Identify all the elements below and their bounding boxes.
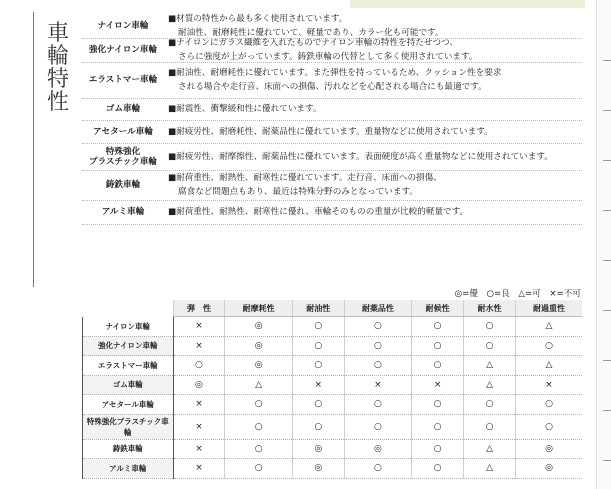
feature-label <box>82 21 164 31</box>
rating-cell: ○ <box>292 317 344 337</box>
rating-cell: ○ <box>344 356 411 376</box>
rating-cell: △ <box>464 375 516 395</box>
row-label: 特殊強化プラスチック車輪 <box>83 414 174 439</box>
rating-cell: ◎ <box>225 336 292 356</box>
edge-tick <box>603 60 611 61</box>
rating-cell: ○ <box>292 414 344 439</box>
rating-cell: × <box>173 395 225 415</box>
header-corner <box>83 300 174 317</box>
table-row <box>83 375 583 395</box>
rating-cell: ○ <box>344 317 411 337</box>
rating-cell: × <box>516 375 582 395</box>
feature-description <box>168 102 582 116</box>
table-row <box>83 336 583 356</box>
rating-cell: △ <box>464 356 516 376</box>
rating-cell: ◎ <box>516 459 582 479</box>
feature-label-line: エラストマー車輪 <box>88 75 158 85</box>
edge-tick <box>603 310 611 311</box>
feature-label <box>82 104 164 114</box>
rating-cell: ○ <box>464 317 516 337</box>
header-water: 耐水性 <box>464 300 516 317</box>
row-label: ゴム車輪 <box>83 375 174 395</box>
feature-description <box>168 150 582 164</box>
feature-description-line: ■耐疲労性、耐摩擦性、耐薬品性に優れています。表面硬度が高く重量物などに使用されています。 <box>168 151 553 162</box>
header-weather: 耐候性 <box>412 300 464 317</box>
rating-cell: ○ <box>412 439 464 459</box>
table-header-row <box>83 300 583 317</box>
feature-row <box>82 170 582 201</box>
edge-tick <box>603 460 611 461</box>
table-row <box>83 459 583 479</box>
header-chemical: 耐薬品性 <box>344 300 411 317</box>
rating-cell: × <box>173 336 225 356</box>
feature-description-line: さらに強度が上がっています。鋳鉄車輪の代替として多く使用されています。 <box>178 52 478 62</box>
rating-cell: ○ <box>292 336 344 356</box>
header-oil: 耐油性 <box>292 300 344 317</box>
feature-description <box>168 36 582 64</box>
rating-cell: ◎ <box>225 356 292 376</box>
rating-cell: ○ <box>225 459 292 479</box>
rating-cell: ○ <box>464 395 516 415</box>
row-label: ナイロン車輪 <box>83 317 174 337</box>
feature-label-line: ゴム車輪 <box>105 104 141 114</box>
feature-description-line: ■耐疲労性、耐磨耗性、耐薬品性に優れています。重量物などに使用されています。 <box>168 126 493 137</box>
feature-row <box>82 38 582 63</box>
rating-cell: ◎ <box>516 439 582 459</box>
feature-label-line: ナイロン車輪 <box>97 21 149 31</box>
feature-label-line: アルミ車輪 <box>101 207 145 217</box>
rating-cell: ○ <box>412 459 464 479</box>
feature-row <box>82 120 582 144</box>
rating-cell: × <box>344 375 411 395</box>
feature-label-line: 特殊強化 <box>105 146 141 157</box>
section-title: 車 輪 特 性 <box>46 21 69 115</box>
rating-cell: ○ <box>464 336 516 356</box>
rating-cell: ○ <box>412 395 464 415</box>
feature-row <box>82 200 582 225</box>
rating-cell: × <box>173 414 225 439</box>
edge-tick <box>603 260 611 261</box>
rating-cell: ○ <box>412 356 464 376</box>
rating-cell: △ <box>516 356 582 376</box>
rating-cell: × <box>412 375 464 395</box>
row-label: エラストマー車輪 <box>83 356 174 376</box>
edge-tick <box>603 160 611 161</box>
rating-cell: × <box>292 375 344 395</box>
feature-label <box>82 75 164 85</box>
feature-row <box>82 98 582 121</box>
rating-cell: ◎ <box>225 317 292 337</box>
rating-cell: × <box>173 459 225 479</box>
feature-label-line: 強化ナイロン車輪 <box>88 45 158 55</box>
table-row <box>83 317 583 337</box>
rating-cell: ○ <box>344 395 411 415</box>
rating-cell: × <box>173 317 225 337</box>
page-edge-strip <box>596 0 611 489</box>
rating-cell: ○ <box>292 395 344 415</box>
header-overload: 耐過重性 <box>516 300 582 317</box>
feature-description <box>168 171 582 199</box>
rating-cell: ◎ <box>344 439 411 459</box>
edge-tick <box>603 410 611 411</box>
feature-label-line: 鋳鉄車輪 <box>105 180 141 190</box>
header-abrasion: 耐摩耗性 <box>225 300 292 317</box>
feature-description-line: される場合や走行音、床面への損傷、汚れなどを心配される場合にも最適です。 <box>178 82 487 92</box>
table-row <box>83 414 583 439</box>
rating-cell: △ <box>225 375 292 395</box>
table-row <box>83 439 583 459</box>
edge-tick <box>603 360 611 361</box>
rating-legend: ◎=優 ○=良 △=可 ×=不可 <box>454 289 581 299</box>
feature-row <box>82 143 582 171</box>
rating-cell: ○ <box>292 356 344 376</box>
rating-cell: ○ <box>225 414 292 439</box>
feature-label-line: アセタール車輪 <box>93 126 153 137</box>
feature-description-line: 腐食など問題点もあり、最近は特殊分野のみとなっています。 <box>178 187 418 197</box>
feature-label <box>82 207 164 217</box>
rating-cell: ○ <box>344 414 411 439</box>
top-accent-band <box>350 0 585 8</box>
feature-row <box>82 62 582 99</box>
feature-label <box>82 180 164 190</box>
edge-tick <box>603 110 611 111</box>
row-label: アセタール車輪 <box>83 395 174 415</box>
feature-description-line: ■耐荷重性、耐熱性、耐寒性に優れています。走行音、床面への損傷、 <box>168 173 442 183</box>
table-row <box>83 395 583 415</box>
table-row <box>83 356 583 376</box>
rating-cell: ○ <box>412 414 464 439</box>
feature-label <box>82 127 164 137</box>
rating-cell: ○ <box>344 336 411 356</box>
rating-cell: ○ <box>412 336 464 356</box>
rating-cell: ○ <box>225 439 292 459</box>
feature-label-line: プラスチック車輪 <box>88 156 158 167</box>
feature-label <box>82 45 164 55</box>
rating-cell: ◎ <box>173 375 225 395</box>
rating-cell: ○ <box>225 395 292 415</box>
feature-description-line: ■耐震性、衝撃緩和性に優れています。 <box>168 104 322 114</box>
feature-description-line: ■材質の特性から最も多く使用されています。 <box>168 14 348 24</box>
comparison-table <box>82 300 582 479</box>
feature-description <box>168 205 582 219</box>
rating-cell: ○ <box>173 356 225 376</box>
title-divider-line <box>33 12 34 287</box>
row-label: 強化ナイロン車輪 <box>83 336 174 356</box>
row-label: 鋳鉄車輪 <box>83 439 174 459</box>
header-elasticity: 弾 性 <box>173 300 225 317</box>
edge-tick <box>603 210 611 211</box>
feature-label <box>82 147 164 167</box>
rating-cell: ◎ <box>292 439 344 459</box>
rating-cell: ◎ <box>292 459 344 479</box>
rating-cell: ○ <box>516 395 582 415</box>
feature-description-line: ■耐荷重性、耐熱性、耐寒性に優れ、車輪そのものの重量が比較的軽量です。 <box>168 207 469 217</box>
row-label: アルミ車輪 <box>83 459 174 479</box>
rating-cell: △ <box>464 439 516 459</box>
feature-description-line: 耐油性、耐磨耗性に優れていて、軽量であり、カラー化も可能です。 <box>178 28 444 38</box>
rating-cell: ○ <box>412 317 464 337</box>
rating-cell: ○ <box>516 336 582 356</box>
rating-cell: ○ <box>344 459 411 479</box>
feature-description <box>168 125 582 139</box>
feature-description <box>168 66 582 94</box>
rating-cell: ○ <box>464 414 516 439</box>
feature-description-line: ■ナイロンにガラス繊維を入れたものでナイロン車輪の特性を持たせつつ、 <box>168 38 458 48</box>
rating-cell: △ <box>516 317 582 337</box>
rating-cell: × <box>173 439 225 459</box>
rating-cell: ○ <box>516 414 582 439</box>
feature-description-line: ■耐油性、耐磨耗性に優れています。また弾性を持っているため、クッション性を要求 <box>168 68 502 78</box>
rating-cell: △ <box>464 459 516 479</box>
